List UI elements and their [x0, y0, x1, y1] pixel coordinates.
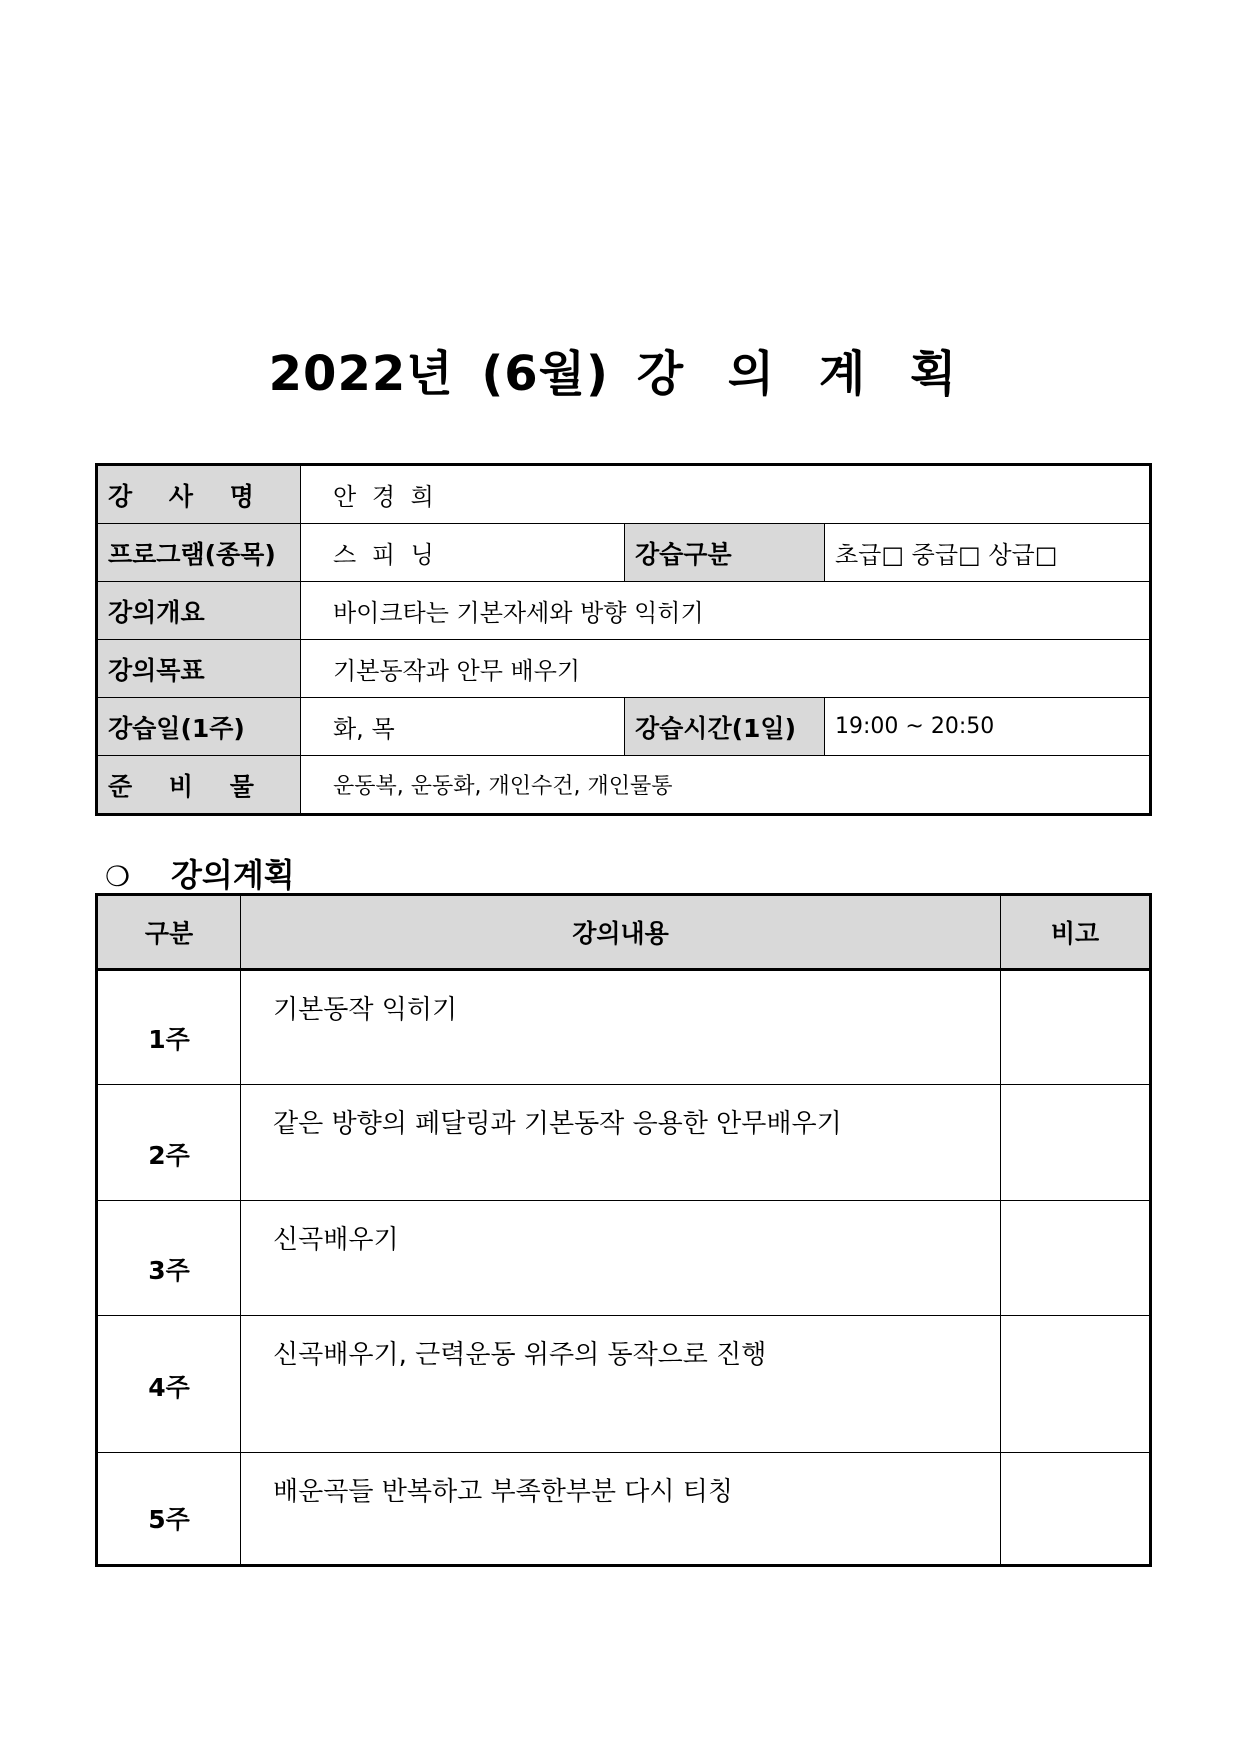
- info-row-program: [97, 524, 1151, 582]
- table-row: [97, 1316, 1151, 1453]
- table-row: [97, 970, 1151, 1085]
- content-cell: 신곡배우기: [241, 1201, 1001, 1316]
- week-cell: 5주: [97, 1453, 241, 1566]
- week-cell: 4주: [97, 1316, 241, 1453]
- days-label: 강습일(1주): [97, 698, 301, 756]
- instructor-label: 강 사 명: [97, 465, 301, 524]
- note-cell: [1001, 1201, 1151, 1316]
- content-cell: 배운곡들 반복하고 부족한부분 다시 티칭: [241, 1453, 1001, 1566]
- table-row: [97, 1453, 1151, 1566]
- week-cell: 3주: [97, 1201, 241, 1316]
- circle-bullet-icon: ❍: [105, 860, 131, 893]
- goal-label: 강의목표: [97, 640, 301, 698]
- info-row-goal: [97, 640, 1151, 698]
- week-cell: 2주: [97, 1085, 241, 1201]
- note-cell: [1001, 1085, 1151, 1201]
- content-cell: 기본동작 익히기: [241, 970, 1001, 1085]
- section-heading-text: 강의계획: [171, 856, 295, 894]
- info-row-instructor: [97, 465, 1151, 524]
- content-cell: 신곡배우기, 근력운동 위주의 동작으로 진행: [241, 1316, 1001, 1453]
- content-cell: 같은 방향의 페달링과 기본동작 응용한 안무배우기: [241, 1085, 1001, 1201]
- note-cell: [1001, 1453, 1151, 1566]
- note-cell: [1001, 1316, 1151, 1453]
- level-value: 초급□ 중급□ 상급□: [825, 524, 1151, 582]
- supplies-value: 운동복, 운동화, 개인수건, 개인물통: [301, 756, 1151, 815]
- time-label: 강습시간(1일): [625, 698, 825, 756]
- info-row-schedule: [97, 698, 1151, 756]
- title-month: (6월): [481, 346, 609, 402]
- program-value: 스 피 닝: [301, 524, 625, 582]
- supplies-label: 준 비 물: [97, 756, 301, 815]
- table-row: [97, 1085, 1151, 1201]
- info-row-overview: [97, 582, 1151, 640]
- section-heading: [105, 850, 295, 896]
- goal-value: 기본동작과 안무 배우기: [301, 640, 1151, 698]
- plan-header-content: 강의내용: [241, 895, 1001, 970]
- program-label: 프로그램(종목): [97, 524, 301, 582]
- note-cell: [1001, 970, 1151, 1085]
- level-label: 강습구분: [625, 524, 825, 582]
- days-value: 화, 목: [301, 698, 625, 756]
- instructor-value: 안 경 희: [301, 465, 1151, 524]
- overview-value: 바이크타는 기본자세와 방향 익히기: [301, 582, 1151, 640]
- info-row-supplies: [97, 756, 1151, 815]
- table-row: [97, 1201, 1151, 1316]
- page-title: [0, 335, 1239, 404]
- plan-header-note: 비고: [1001, 895, 1151, 970]
- plan-header-week: 구분: [97, 895, 241, 970]
- plan-header-row: [97, 895, 1151, 970]
- info-table: [95, 463, 1152, 816]
- overview-label: 강의개요: [97, 582, 301, 640]
- plan-table: [95, 893, 1152, 1567]
- week-cell: 1주: [97, 970, 241, 1085]
- title-label: 강 의 계 획: [636, 346, 971, 402]
- time-value: 19:00 ~ 20:50: [825, 698, 1151, 756]
- title-year: 2022년: [268, 346, 454, 402]
